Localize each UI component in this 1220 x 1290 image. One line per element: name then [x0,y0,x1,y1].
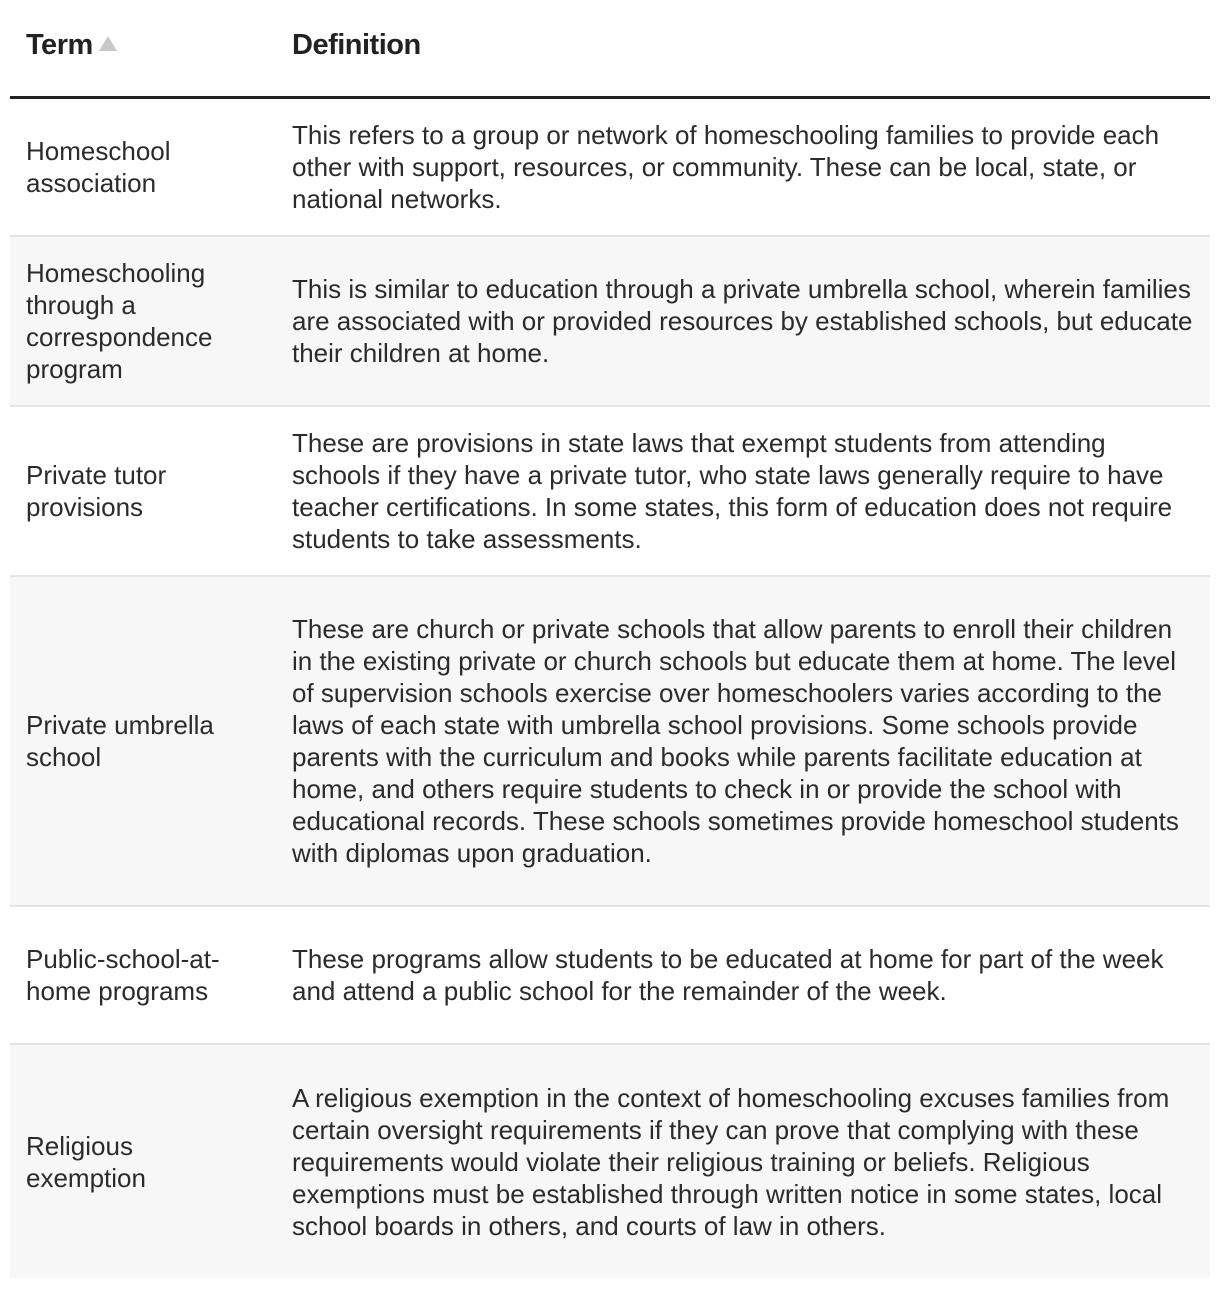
term-cell: Religious exemption [10,1044,276,1278]
table-row [10,576,1210,906]
table-row [10,1044,1210,1278]
sort-ascending-icon[interactable] [99,36,117,51]
glossary-table-container [10,0,1210,1278]
definition-cell: A religious exemption in the context of homeschooling excuses families from certain oversight requirements if they can prove that complying with these requirements would violate their religious training or beliefs. Religious exemptions must be established through written notice in some states, local school boards in others, and courts of law in others. [276,1044,1210,1278]
definition-cell: These programs allow students to be educated at home for part of the week and attend a public school for the remainder of the week. [276,906,1210,1044]
definition-cell: This refers to a group or network of homeschooling families to provide each other with support, resources, or community. These can be local, state, or national networks. [276,97,1210,236]
definition-column-header [276,0,1210,97]
table-row [10,906,1210,1044]
table-row [10,406,1210,576]
term-cell: Homeschooling through a correspondence program [10,236,276,406]
term-header-label: Term [26,29,93,62]
table-header-row [10,0,1210,97]
term-cell: Private tutor provisions [10,406,276,576]
term-cell: Public-school-at-home programs [10,906,276,1044]
definition-cell: These are provisions in state laws that exempt students from attending schools if they have a private tutor, who state laws generally require to have teacher certifications. In some states, this form of education does not require students to take assessments. [276,406,1210,576]
term-column-header[interactable] [10,0,276,97]
definition-cell: These are church or private schools that allow parents to enroll their children in the existing private or church schools but educate them at home. The level of supervision schools exercise over homeschoolers varies according to the laws of each state with umbrella school provisions. Some schools provide parents with the curriculum and books while parents facilitate education at home, and others require students to check in or provide the school with educational records. These schools sometimes provide homeschool students with diplomas upon graduation. [276,576,1210,906]
table-row [10,236,1210,406]
term-cell: Homeschool association [10,97,276,236]
term-cell: Private umbrella school [10,576,276,906]
definition-cell: This is similar to education through a private umbrella school, wherein families are associated with or provided resources by established schools, but educate their children at home. [276,236,1210,406]
glossary-table [10,0,1210,1278]
definition-header-label: Definition [292,29,421,62]
table-row [10,97,1210,236]
